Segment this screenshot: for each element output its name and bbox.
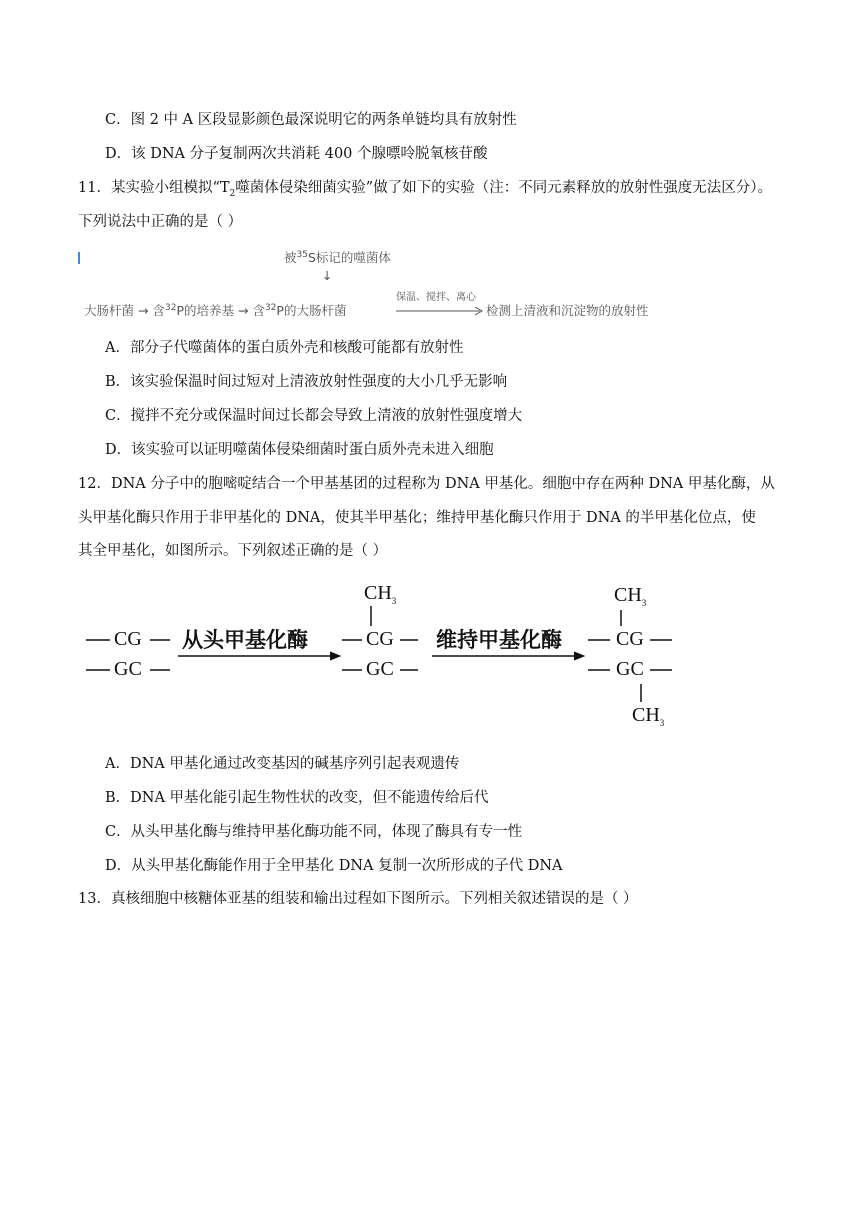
- q11-stem-line2: 下列说法中正确的是（ ）: [78, 214, 243, 230]
- q11-step-2: 含$^{32}$P的培养基: [152, 302, 234, 318]
- q10-option-d: D．该 DNA 分子复制两次共消耗 400 个腺嘌呤脱氧核苷酸: [105, 146, 488, 162]
- q11-option-c: C．搅拌不充分或保温时间过长都会导致上清液的放射性强度增大: [105, 408, 523, 424]
- q11-down-arrow: ↓: [322, 268, 333, 283]
- q12-option-b: B．DNA 甲基化能引起生物性状的改变，但不能遗传给后代: [105, 790, 489, 806]
- q12-enzyme-1: 从头甲基化酶: [182, 628, 308, 652]
- q11-long-arrow: [396, 306, 486, 316]
- q11-flow-diagram: [78, 248, 698, 328]
- q11-arrow-2: →: [237, 303, 249, 318]
- q11-option-a: A．部分子代噬菌体的蛋白质外壳和核酸可能都有放射性: [105, 340, 464, 356]
- q13-stem: 13．真核细胞中核糖体亚基的组装和输出过程如下图所示。下列相关叙述错误的是（ ）: [78, 891, 638, 907]
- q11-stem: [78, 178, 772, 204]
- q12-stem-line2: 头甲基化酶只作用于非甲基化的 DNA，使其半甲基化；维持甲基化酶只作用于 DNA 的半甲基化位点，使: [78, 510, 756, 526]
- q12-gc-left: GC: [114, 658, 142, 680]
- q12-cg-middle: CG: [366, 628, 394, 650]
- q11-step-4: 检测上清液和沉淀物的放射性: [486, 303, 649, 318]
- q12-enzyme-2: 维持甲基化酶: [436, 628, 562, 652]
- q12-option-a: A．DNA 甲基化通过改变基因的碱基序列引起表观遗传: [105, 756, 460, 772]
- q11-option-b: B．该实验保温时间过短对上清液放射性强度的大小几乎无影响: [105, 374, 508, 390]
- q11-top-label: 被$^{35}$S标记的噬菌体: [284, 249, 391, 265]
- q10-option-c: C．图 2 中 A 区段显影颜色最深说明它的两条单链均具有放射性: [105, 112, 517, 128]
- q12-gc-middle: GC: [366, 658, 394, 680]
- q12-cg-left: CG: [114, 628, 142, 650]
- q11-stem-pre: 11．某实验小组模拟“T: [78, 180, 230, 196]
- cursor-mark: [78, 252, 80, 264]
- q12-stem-line3: 其全甲基化，如图所示。下列叙述正确的是（ ）: [78, 543, 388, 559]
- q11-option-d: D．该实验可以证明噬菌体侵染细菌时蛋白质外壳未进入细胞: [105, 442, 494, 458]
- q12-ch3-bottom-right: $CH_3$: [632, 704, 665, 728]
- q12-ch3-top-right: $CH_3$: [614, 584, 647, 608]
- q12-gc-right: GC: [616, 658, 644, 680]
- q12-option-d: D．从头甲基化酶能作用于全甲基化 DNA 复制一次所形成的子代 DNA: [105, 858, 563, 874]
- q11-process-label: 保温、搅拌、离心: [396, 292, 476, 303]
- q11-arrow-1: →: [138, 303, 149, 318]
- q11-flow-row: [84, 301, 346, 319]
- q12-option-c: C．从头甲基化酶与维持甲基化酶功能不同，体现了酶具有专一性: [105, 824, 523, 840]
- q11-step-3: 含$^{32}$P的大肠杆菌: [252, 302, 347, 318]
- q12-methylation-diagram: [80, 580, 700, 740]
- q12-stem-line1: 12．DNA 分子中的胞嘧啶结合一个甲基基团的过程称为 DNA 甲基化。细胞中存在两种 DNA 甲基化酶，从: [78, 476, 775, 492]
- q11-stem-sub: 2: [229, 188, 236, 199]
- q11-step-1: 大肠杆菌: [84, 303, 135, 318]
- q12-ch3-middle: $CH_3$: [364, 582, 397, 606]
- q11-stem-post: 噬菌体侵染细菌实验”做了如下的实验（注：不同元素释放的放射性强度无法区分）。: [235, 180, 772, 196]
- q12-cg-right: CG: [616, 628, 644, 650]
